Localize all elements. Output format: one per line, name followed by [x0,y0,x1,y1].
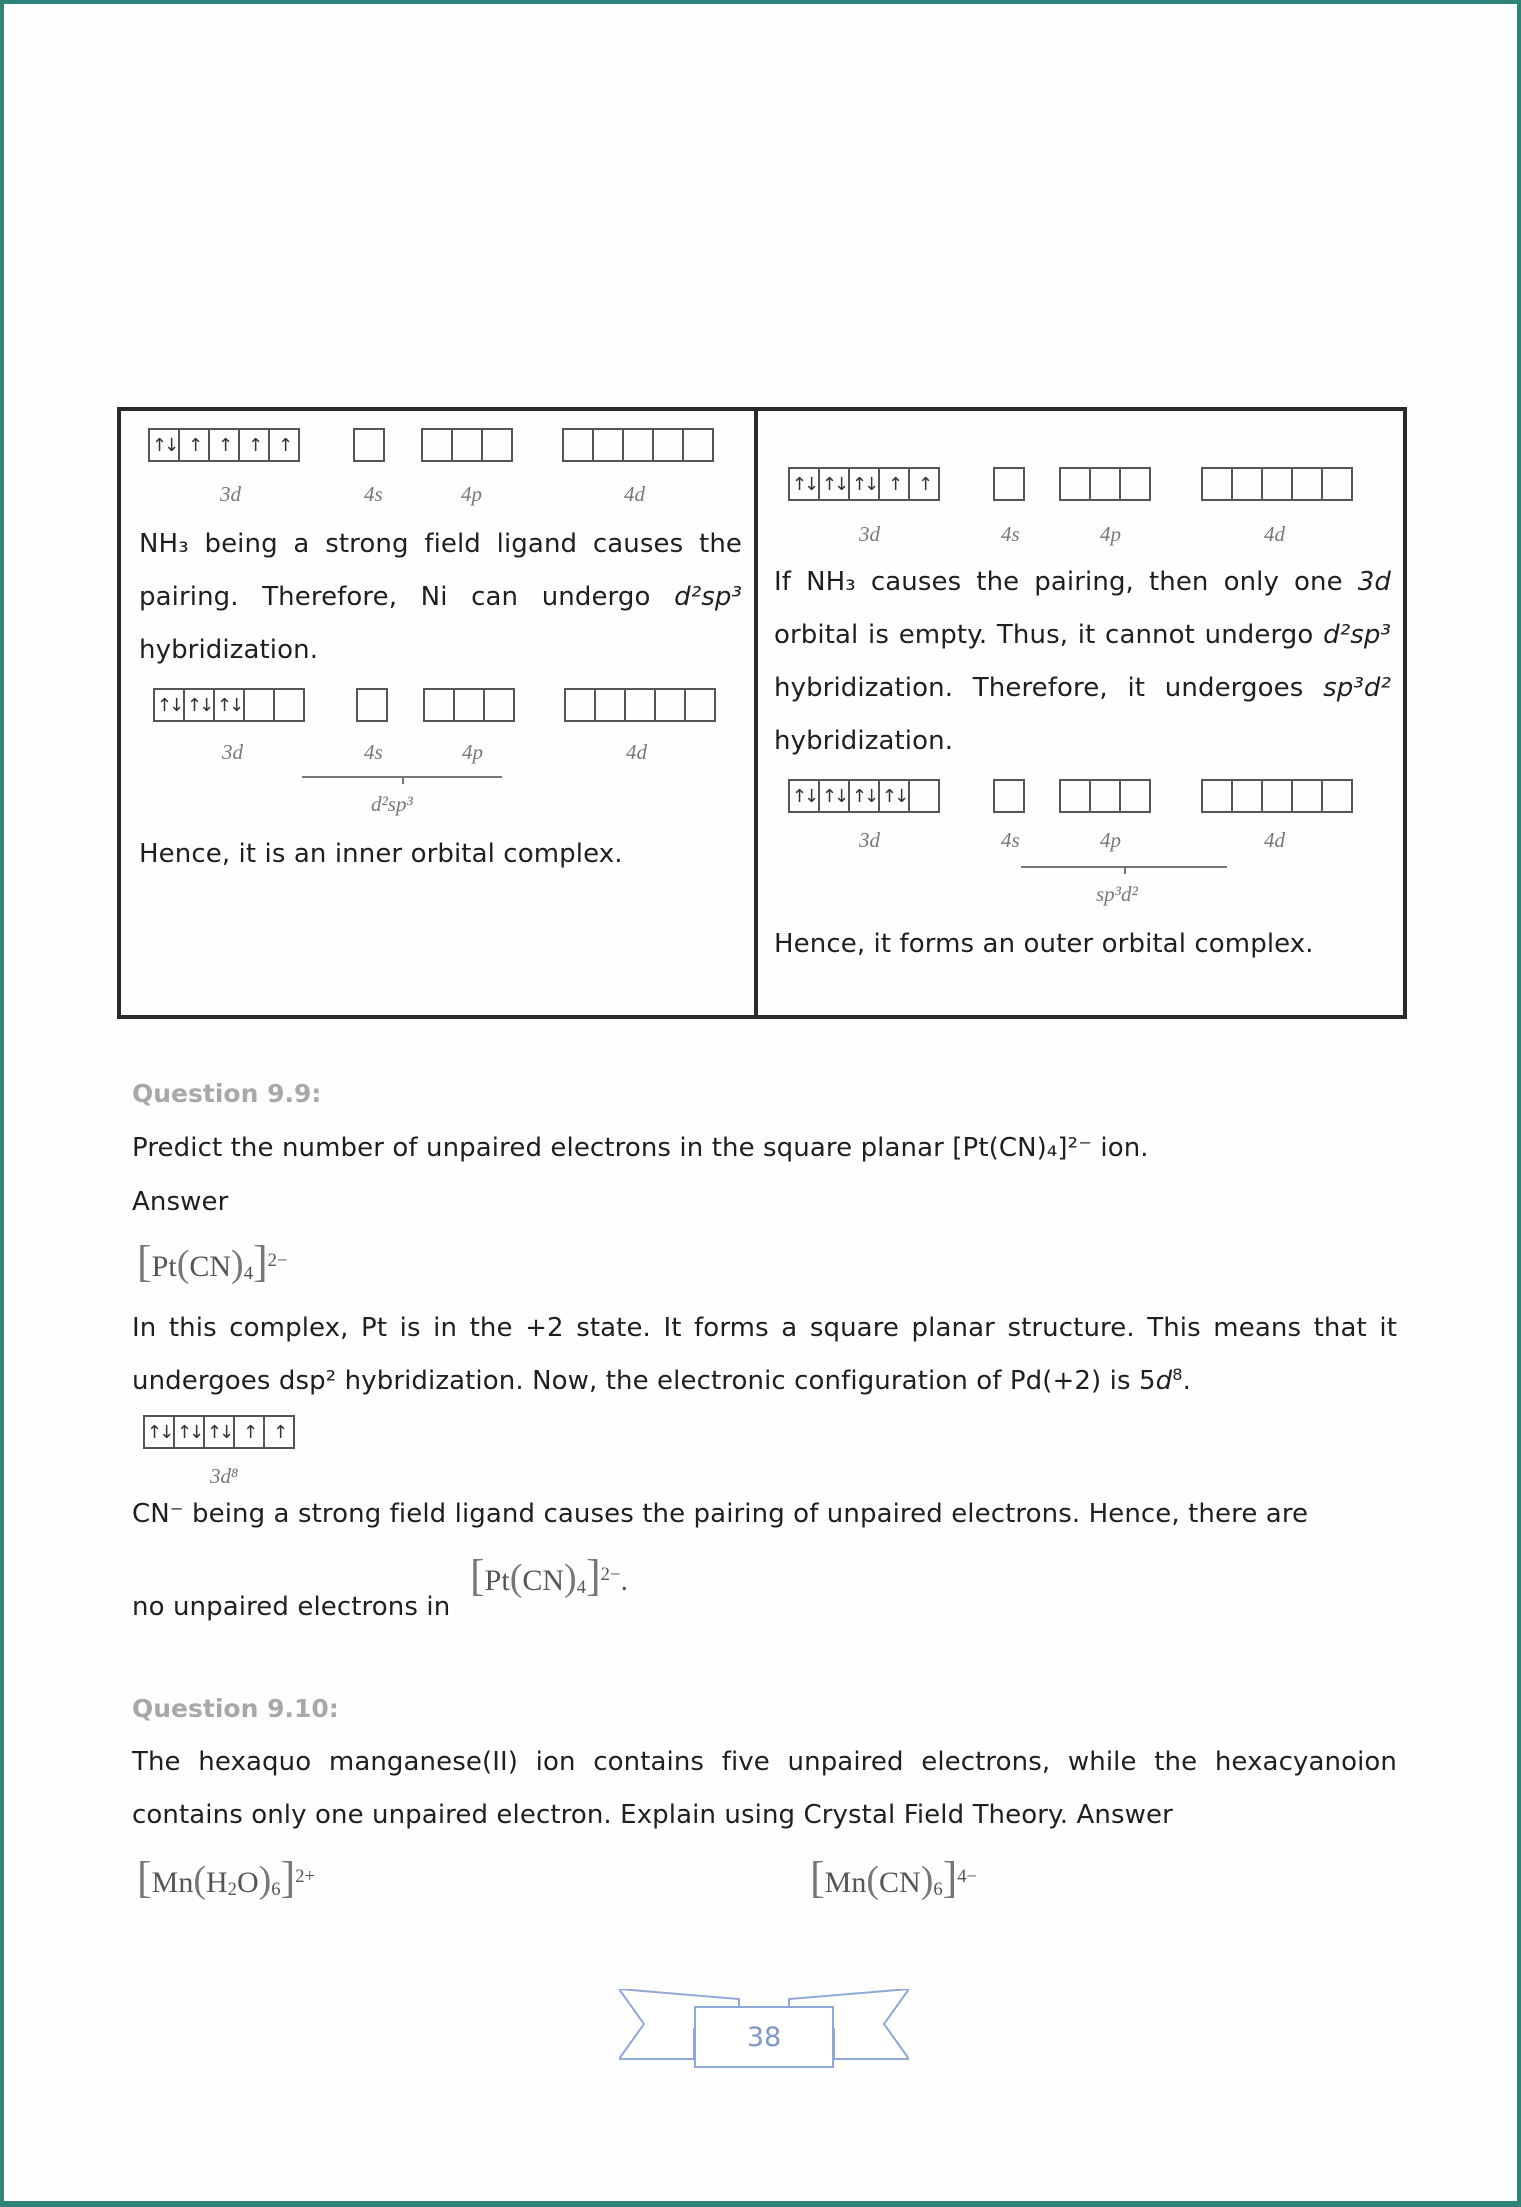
orbital-box: ↑ [208,428,240,462]
orbital-label: 3d [222,740,243,764]
orbital-box: ↑↓ [818,467,850,501]
orbital-box [1119,779,1151,813]
text: . [1182,1366,1191,1396]
orbital-box: ↑↓ [173,1415,205,1449]
orbital-label: 4s [1001,522,1020,546]
orbital-box: ↑↓ [788,467,820,501]
question-heading: Question 9.10: [132,1694,339,1723]
right-paragraph-1 [774,556,1391,768]
superscript: 8 [1172,1365,1183,1385]
orbital-box: ↑↓ [878,779,910,813]
orbital-box [652,428,684,462]
orbital-box [622,428,654,462]
formula-subscript: 6 [933,1878,943,1900]
orbital-4d [1201,467,1353,501]
formula-subscript: 6 [271,1878,281,1900]
formula-metal: Pt [484,1564,510,1597]
hybridization-brace [1021,866,1227,878]
orbital-label: 4s [364,482,383,506]
orbital-box [993,779,1025,813]
orbital-box [624,688,656,722]
orbital-box: ↑ [233,1415,265,1449]
answer-label: Answer [132,1187,229,1217]
orbital-box: ↑↓ [848,467,880,501]
formula-charge: 2+ [295,1865,316,1887]
formula-ligand: O [236,1866,259,1899]
orbital-box [1261,467,1293,501]
document-page [4,4,1517,2201]
orbital-box [1089,467,1121,501]
orbital-box [1059,467,1091,501]
orbital-4p [1059,467,1151,501]
text: NH₃ being a strong field ligand causes the pairing. Therefore, Ni can undergo [139,529,742,612]
text: orbital is empty. Thus, it cannot undergo [774,620,1324,650]
formula-charge: 2− [600,1563,621,1585]
formula-ligand: CN [879,1866,921,1899]
orbital-label: 4d [1264,828,1285,852]
answer-paragraph-3 [132,1581,450,1634]
orbital-box [1231,467,1263,501]
orbital-3d [788,467,940,501]
hybridization-term: d²sp³ [674,582,742,612]
chemical-formula-right: $[Mn(CN)_6]^{4-}$ [810,1853,978,1902]
formula-ligand: CN [522,1564,565,1597]
orbital-box: ↑↓ [788,779,820,813]
orbital-box [1291,779,1323,813]
orbital-4p [421,428,513,462]
orbital-box [423,688,455,722]
chemical-formula-inline: $[Pt(CN)_4]^{2-}$. [470,1551,628,1600]
orbital-label: 4p [1100,522,1121,546]
orbital-box: ↑ [268,428,300,462]
hybridization-term: d²sp³ [1323,620,1391,650]
formula-charge: 4− [957,1865,978,1887]
right-conclusion: Hence, it forms an outer orbital complex. [774,929,1314,959]
answer-paragraph-2: CN⁻ being a strong field ligand causes the pairing of unpaired electrons. Hence, there are [132,1499,1309,1529]
orbital-box [682,428,714,462]
table-column-divider [754,407,758,1019]
orbital-box [1089,779,1121,813]
question-text: The hexaquo manganese(II) ion contains five unpaired electrons, while the hexacyanoion contains only one unpaired electron. Explain using Crystal Field Theory. Answer [132,1747,1397,1830]
orbital-box: ↑↓ [818,779,850,813]
formula-metal: Mn [824,1866,867,1899]
orbital-box [564,688,596,722]
orbital-box [993,467,1025,501]
formula-ligand: CN [189,1250,232,1283]
orbital-term: d [1155,1366,1173,1396]
orbital-box [243,688,275,722]
orbital-box [273,688,305,722]
orbital-box [594,688,626,722]
orbital-label: 3d [859,522,880,546]
page-number: 38 [694,2006,834,2068]
hybridization-brace [302,776,502,788]
orbital-box: ↑ [263,1415,295,1449]
orbital-box [654,688,686,722]
orbital-box [1231,779,1263,813]
orbital-label: 4p [462,740,483,764]
orbital-4s [353,428,385,462]
left-paragraph-1 [139,518,742,677]
orbital-box [908,779,940,813]
text: If NH₃ causes the pairing, then only one [774,567,1358,597]
text: no unpaired electrons in [132,1592,451,1622]
orbital-box [1261,779,1293,813]
question-heading: Question 9.9: [132,1079,322,1108]
orbital-3d [143,1415,295,1449]
hybridization-label: sp³d² [1096,882,1138,906]
orbital-box [356,688,388,722]
orbital-box: ↑↓ [213,688,245,722]
formula-charge: 2− [267,1249,288,1271]
orbital-box [481,428,513,462]
orbital-box [1059,779,1091,813]
orbital-3d [148,428,300,462]
orbital-box [483,688,515,722]
formula-metal: Pt [151,1250,177,1283]
orbital-box: ↑↓ [143,1415,175,1449]
hybridization-term: sp³d² [1323,673,1391,703]
text: hybridization. [139,635,319,665]
orbital-box: ↑ [178,428,210,462]
orbital-box: ↑↓ [848,779,880,813]
orbital-4d [562,428,714,462]
chemical-formula: $[Pt(CN)_4]^{2-}$ [137,1237,288,1286]
formula-subscript: 2 [227,1878,237,1900]
orbital-box [353,428,385,462]
orbital-box: ↑ [878,467,910,501]
orbital-box [453,688,485,722]
orbital-box [421,428,453,462]
orbital-4p [423,688,515,722]
orbital-label: 4d [626,740,647,764]
orbital-4s [356,688,388,722]
question-text: Predict the number of unpaired electrons in the square planar [Pt(CN)₄]²⁻ ion. [132,1133,1149,1163]
formula-subscript: 4 [576,1576,586,1598]
orbital-label: 4d [1264,522,1285,546]
orbital-box: ↑ [908,467,940,501]
orbital-box [1201,779,1233,813]
orbital-label: 3d [859,828,880,852]
text: hybridization. [774,726,954,756]
orbital-4s [993,467,1025,501]
orbital-box: ↑↓ [203,1415,235,1449]
orbital-4d [564,688,716,722]
orbital-4d [1201,779,1353,813]
orbital-box [562,428,594,462]
orbital-label: 4s [364,740,383,764]
orbital-box: ↑↓ [183,688,215,722]
answer-paragraph-1 [132,1302,1397,1408]
orbital-3d [788,779,940,813]
orbital-box [1119,467,1151,501]
orbital-label: 4p [461,482,482,506]
orbital-label: 4s [1001,828,1020,852]
orbital-label: 3d [220,482,241,506]
text: hybridization. Therefore, it undergoes [774,673,1324,703]
orbital-box: ↑ [238,428,270,462]
hybridization-label: d²sp³ [371,792,413,816]
orbital-label: 4p [1100,828,1121,852]
orbital-box [1321,779,1353,813]
orbital-box [1291,467,1323,501]
orbital-label: 3d⁸ [210,1464,239,1488]
text: . [620,1564,628,1597]
left-conclusion: Hence, it is an inner orbital complex. [139,839,623,869]
orbital-3d [153,688,305,722]
orbital-box [684,688,716,722]
orbital-box [451,428,483,462]
orbital-term: 3d [1357,567,1391,597]
chemical-formula-left: $[Mn(H_2O)_6]^{2+}$ [137,1853,316,1902]
orbital-box [1201,467,1233,501]
text: In this complex, Pt is in the +2 state. It forms a square planar structure. This means that it undergoes dsp² hybridization. Now, the electronic configuration of Pd(+2) is 5 [132,1313,1397,1396]
formula-ligand: H [206,1866,228,1899]
orbital-box: ↑↓ [153,688,185,722]
orbital-box [592,428,624,462]
orbital-label: 4d [624,482,645,506]
orbital-4p [1059,779,1151,813]
formula-subscript: 4 [243,1262,253,1284]
formula-metal: Mn [151,1866,194,1899]
orbital-box [1321,467,1353,501]
orbital-box: ↑↓ [148,428,180,462]
orbital-4s [993,779,1025,813]
